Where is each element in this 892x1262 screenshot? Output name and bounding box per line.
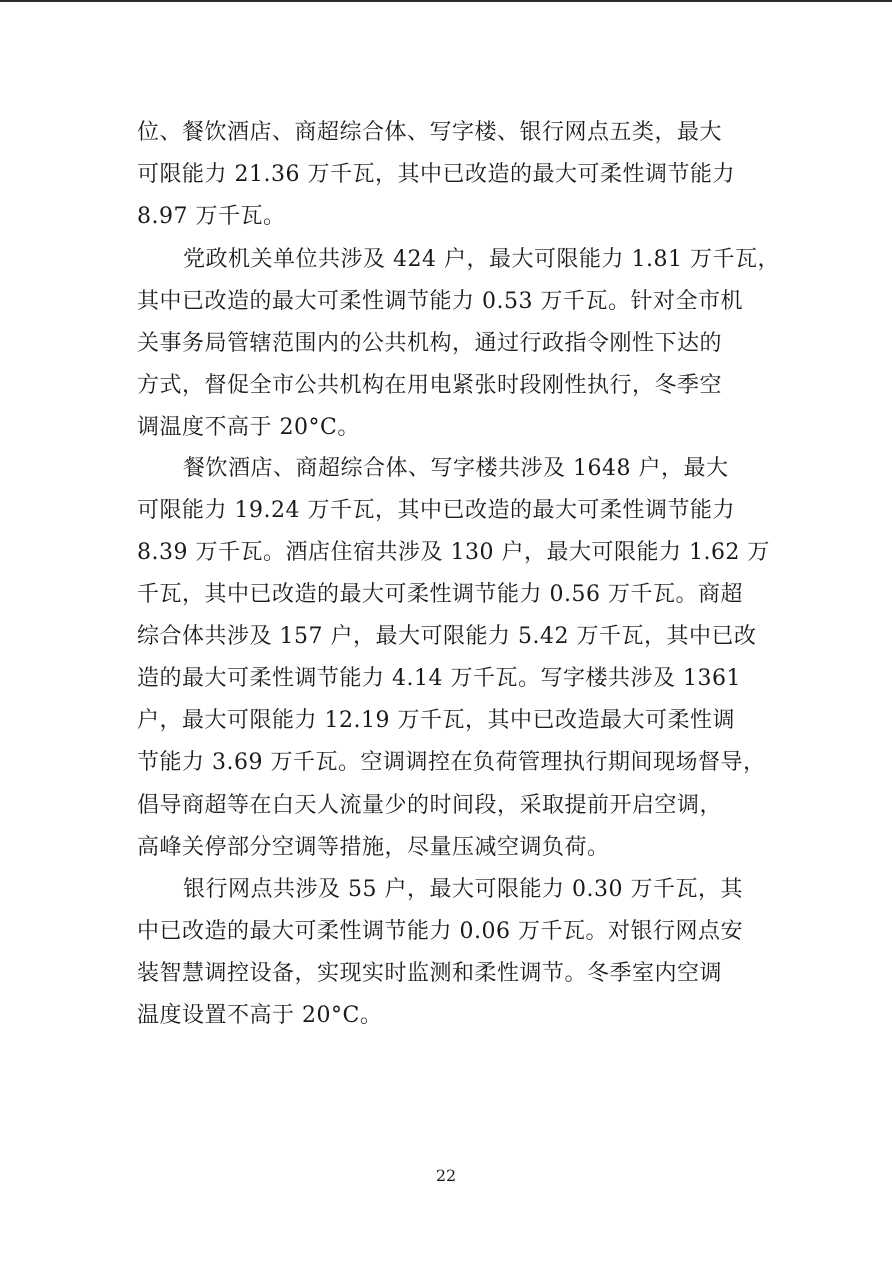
text-line: 关事务局管辖范围内的公共机构，通过行政指令刚性下达的: [137, 331, 723, 356]
text-line: 倡导商超等在白天人流量少的时间段，采取提前开启空调，: [137, 793, 723, 818]
text-line: 温度设置不高于 20°C。: [137, 1003, 383, 1028]
text-line: 造的最大可柔性调节能力 4.14 万千瓦。写字楼共涉及 1361: [137, 666, 741, 691]
text-line: 餐饮酒店、商超综合体、写字楼共涉及 1648 户，最大: [183, 456, 729, 481]
text-line: 户，最大可限能力 12.19 万千瓦，其中已改造最大可柔性调: [137, 708, 735, 733]
text-line: 银行网点共涉及 55 户，最大可限能力 0.30 万千瓦，其: [183, 877, 743, 902]
text-line: 其中已改造的最大可柔性调节能力 0.53 万千瓦。针对全市机: [137, 289, 743, 314]
text-line: 可限能力 19.24 万千瓦，其中已改造的最大可柔性调节能力: [137, 498, 735, 523]
page-number: 22: [435, 1166, 457, 1185]
top-border-line: [0, 0, 892, 2]
text-line: 可限能力 21.36 万千瓦，其中已改造的最大可柔性调节能力: [137, 162, 735, 187]
text-line: 装智慧调控设备，实现实时监测和柔性调节。冬季室内空调: [137, 961, 723, 986]
text-line: 节能力 3.69 万千瓦。空调调控在负荷管理执行期间现场督导，: [137, 750, 766, 775]
text-line: 方式，督促全市公共机构在用电紧张时段刚性执行，冬季空: [137, 373, 723, 398]
text-line: 8.39 万千瓦。酒店住宿共涉及 130 户，最大可限能力 1.62 万: [137, 540, 770, 565]
text-line: 综合体共涉及 157 户，最大可限能力 5.42 万千瓦，其中已改: [137, 624, 757, 649]
text-line: 千瓦，其中已改造的最大可柔性调节能力 0.56 万千瓦。商超: [137, 582, 743, 607]
text-line: 党政机关单位共涉及 424 户，最大可限能力 1.81 万千瓦，: [183, 247, 780, 272]
text-line: 位、餐饮酒店、商超综合体、写字楼、银行网点五类，最大: [137, 120, 723, 145]
text-line: 高峰关停部分空调等措施，尽量压减空调负荷。: [137, 835, 610, 860]
text-line: 中已改造的最大可柔性调节能力 0.06 万千瓦。对银行网点安: [137, 919, 743, 944]
text-line: 8.97 万千瓦。: [137, 204, 286, 229]
text-line: 调温度不高于 20°C。: [137, 415, 360, 440]
